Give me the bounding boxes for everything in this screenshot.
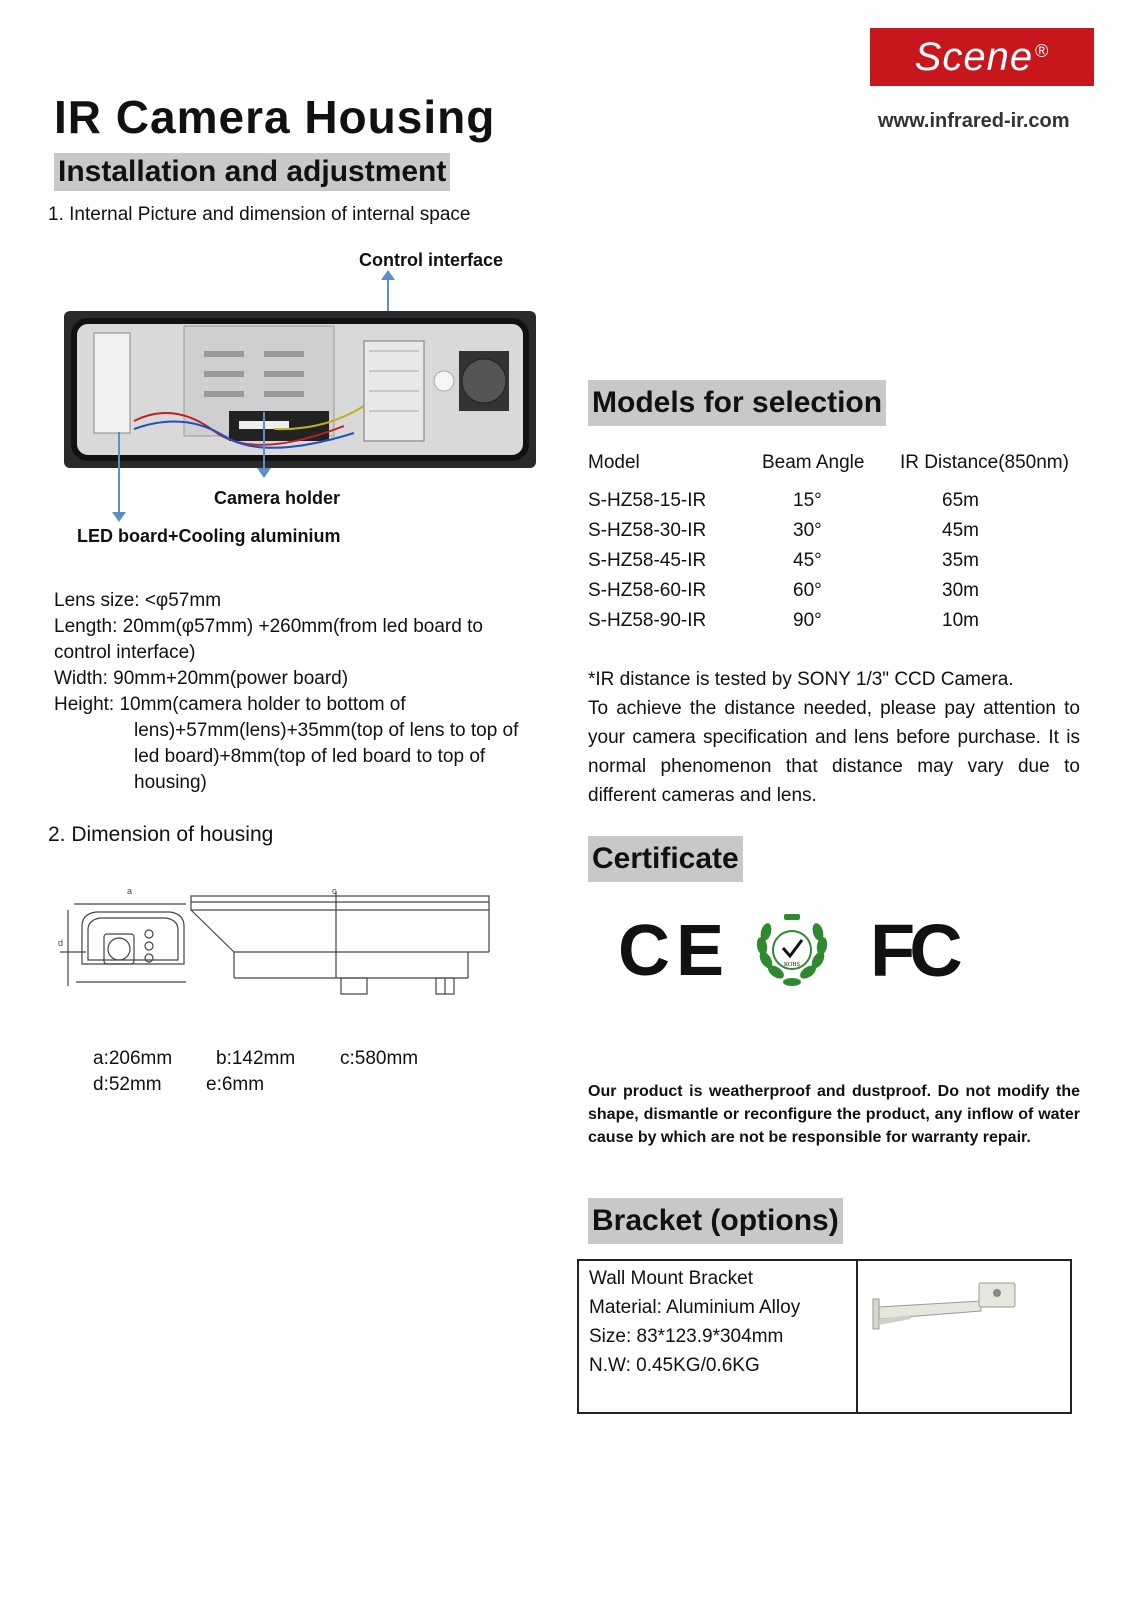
dim-e: e:6mm — [206, 1074, 265, 1095]
housing-dimension-drawing — [56, 886, 496, 1006]
svg-text:a: a — [127, 886, 133, 896]
dim-b: b:142mm — [216, 1048, 296, 1069]
dim-d: d:52mm — [93, 1074, 162, 1095]
svg-text:d: d — [58, 938, 64, 948]
models-heading: Models for selection — [588, 380, 886, 426]
spec-height-3: led board)+8mm(top of led board to top of — [134, 746, 486, 767]
col-model: Model — [588, 452, 640, 473]
distance-cell: 45m — [942, 520, 979, 541]
bracket-table — [577, 1259, 1072, 1414]
ce-mark-icon: CE — [618, 911, 731, 991]
model-cell: S-HZ58-60-IR — [588, 580, 707, 601]
bracket-material: Material: Aluminium Alloy — [589, 1297, 801, 1318]
spec-width: Width: 90mm+20mm(power board) — [54, 668, 349, 689]
brand-logo — [870, 28, 1094, 86]
model-cell: S-HZ58-45-IR — [588, 550, 707, 571]
warranty-warning: Our product is weatherproof and dustproof. Do not modify the shape, dismantle or reconfigure the product, any inflow of water cause by which are not be responsible for warranty repair. — [588, 1083, 1080, 1146]
arrow-led-board — [118, 432, 120, 514]
angle-cell: 45° — [793, 550, 822, 571]
website-link[interactable]: www.infrared-ir.com — [878, 110, 1070, 132]
col-beam-angle: Beam Angle — [762, 452, 865, 473]
angle-cell: 90° — [793, 610, 822, 631]
note-line-2: To achieve the distance needed, please pay attention to your camera specification and lens before purchase. It is normal phenomenon that distance may vary due to different cameras and lens. — [588, 698, 1080, 806]
table-divider — [856, 1261, 858, 1412]
spec-height-1: Height: 10mm(camera holder to bottom of — [54, 694, 406, 715]
wall-bracket-image — [871, 1277, 1021, 1337]
brand-name: Scene — [914, 35, 1034, 79]
spec-length-1: Length: 20mm(φ57mm) +260mm(from led board to — [54, 616, 483, 637]
callout-control-interface: Control interface — [359, 250, 504, 270]
spec-height-4: housing) — [134, 772, 207, 793]
rohs-mark-icon — [752, 910, 832, 990]
angle-cell: 60° — [793, 580, 822, 601]
svg-text:c: c — [332, 886, 337, 896]
bracket-name: Wall Mount Bracket — [589, 1268, 754, 1289]
step2-caption: 2. Dimension of housing — [48, 823, 274, 846]
arrowhead-up-icon — [381, 270, 395, 280]
dim-a: a:206mm — [93, 1048, 173, 1069]
callout-led-board: LED board+Cooling aluminium — [77, 526, 341, 546]
ir-distance-note — [588, 665, 1080, 810]
dim-c: c:580mm — [340, 1048, 419, 1069]
model-cell: S-HZ58-30-IR — [588, 520, 707, 541]
housing-interior-photo — [64, 311, 536, 468]
bracket-weight: N.W: 0.45KG/0.6KG — [589, 1355, 760, 1376]
note-line-1: *IR distance is tested by SONY 1/3" CCD Camera. — [588, 669, 1014, 690]
distance-cell: 35m — [942, 550, 979, 571]
model-cell: S-HZ58-90-IR — [588, 610, 707, 631]
col-ir-distance: IR Distance(850nm) — [900, 452, 1069, 473]
arrowhead-down-icon — [257, 468, 271, 478]
rohs-label: ROHS — [783, 962, 801, 968]
page-title: IR Camera Housing — [54, 91, 496, 143]
angle-cell: 30° — [793, 520, 822, 541]
distance-cell: 10m — [942, 610, 979, 631]
fc-mark-icon: FC — [870, 909, 957, 992]
spec-height-2: lens)+57mm(lens)+35mm(top of lens to top of — [134, 720, 519, 741]
spec-length-2: control interface) — [54, 642, 196, 663]
distance-cell: 65m — [942, 490, 979, 511]
distance-cell: 30m — [942, 580, 979, 601]
installation-heading: Installation and adjustment — [54, 153, 450, 191]
arrowhead-down-icon — [112, 512, 126, 522]
spec-lens: Lens size: <φ57mm — [54, 590, 222, 611]
callout-camera-holder: Camera holder — [214, 488, 341, 508]
certificate-heading: Certificate — [588, 836, 743, 882]
registered-mark: ® — [1035, 41, 1050, 61]
bracket-heading: Bracket (options) — [588, 1198, 843, 1244]
arrow-camera-holder — [263, 412, 265, 470]
bracket-size: Size: 83*123.9*304mm — [589, 1326, 784, 1347]
step1-caption: 1. Internal Picture and dimension of internal space — [48, 204, 471, 225]
model-cell: S-HZ58-15-IR — [588, 490, 707, 511]
angle-cell: 15° — [793, 490, 822, 511]
